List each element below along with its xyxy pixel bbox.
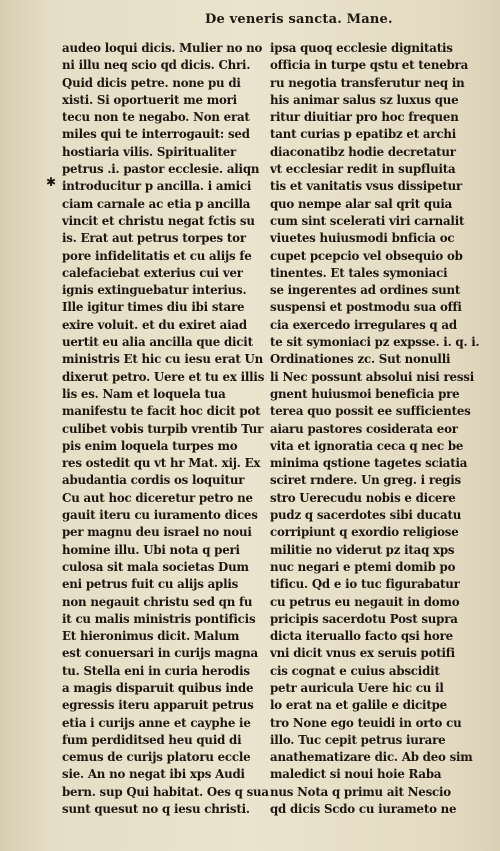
text-line: tecu non te negabo. Non erat (62, 110, 250, 125)
text-line: lis es. Nam et loquela tua (62, 386, 226, 401)
running-header (0, 6, 500, 34)
text-line: cis cognat e cuius abscidit (270, 663, 440, 678)
text-line: terea quo possit ee sufficientes (270, 404, 471, 419)
text-line: ministris Et hic cu iesu erat Un (62, 352, 264, 367)
text-line: uertit eu alia ancilla que dicit (62, 335, 253, 350)
text-line: is. Erat aut petrus torpes tor (62, 231, 246, 246)
left-text-column (62, 40, 277, 818)
text-line: his animar salus sz luxus que (270, 92, 459, 107)
text-line: cum sint scelerati viri carnalit (270, 213, 465, 228)
text-line: culibet vobis turpib vrentib Tur (62, 421, 264, 436)
text-line: diaconatibz hodie decretatur (270, 144, 456, 159)
text-line: tro None ego teuidi in orto cu (270, 715, 462, 730)
text-line: cia exercedo irregulares q ad (270, 317, 457, 332)
text-line: eni petrus fuit cu alijs aplis (62, 577, 239, 592)
text-line: corripiunt q exordio religiose (270, 525, 459, 540)
text-line: maledict si noui hoie Raba (270, 767, 442, 782)
text-line: bern. sup Qui habitat. Oes q sua (62, 784, 269, 799)
text-line: tificu. Qd e io tuc figurabatur (270, 577, 460, 592)
text-line: res ostedit qu vt hr Mat. xij. Ex (62, 456, 261, 471)
text-line: culosa sit mala societas Dum (62, 559, 249, 574)
text-line: anathematizare dic. Ab deo sim (270, 750, 473, 765)
text-line: te sit symoniaci pz expsse. i. q. i. (270, 335, 480, 350)
text-line: Ordinationes zc. Sut nonulli (270, 352, 451, 367)
text-line: suspensi et postmodu sua offi (270, 300, 462, 315)
text-line: introducitur p ancilla. i amici (62, 179, 252, 194)
text-line: audeo loqui dicis. Mulier no no (62, 41, 263, 55)
text-line: tinentes. Et tales symoniaci (270, 265, 448, 280)
text-line: cupet pcepcio vel obsequio ob (270, 248, 463, 263)
text-line: xisti. Si oportuerit me mori (62, 92, 237, 107)
text-line: tu. Stella eni in curia herodis (62, 663, 250, 678)
text-line: tis et vanitatis vsus dissipetur (270, 179, 462, 194)
text-line: Ille igitur times diu ibi stare (62, 300, 245, 315)
text-line: a magis disparuit quibus inde (62, 680, 254, 695)
text-line: militie no viderut pz itaq xps (270, 542, 455, 557)
text-line: aiaru pastores cosiderata eor (270, 421, 458, 436)
text-line: vt ecclesiar redit in supfluita (270, 162, 456, 177)
text-line: se ingerentes ad ordines sunt (270, 283, 461, 298)
running-title: De veneris sancta. Mane. (205, 12, 393, 27)
text-line: etia i curijs anne et cayphe ie (62, 715, 251, 730)
text-line: sie. An no negat ibi xps Audi (62, 767, 245, 782)
margin-mark: ✱ (46, 175, 57, 189)
text-line: it cu malis ministris pontificis (62, 611, 256, 626)
text-line: vni dicit vnus ex seruis potifi (270, 646, 455, 661)
text-line: sciret rndere. Un greg. i regis (270, 473, 461, 488)
text-line: ignis extinguebatur interius. (62, 283, 247, 298)
text-line: nuc negari e ptemi domib po (270, 559, 456, 574)
text-line: miles qui te interrogauit: sed (62, 127, 250, 142)
text-line: minima qstione tagetes sciatia (270, 456, 468, 471)
text-line: ipsa quoq ecclesie dignitatis (270, 41, 453, 55)
text-line: ni illu neq scio qd dicis. Chri. (62, 58, 251, 73)
text-line: pudz q sacerdotes sibi ducatu (270, 508, 462, 523)
text-line: dixerut petro. Uere et tu ex illis (62, 369, 265, 384)
text-line: gauit iteru cu iuramento dices (62, 508, 258, 523)
text-line: fum perdiditsed heu quid di (62, 732, 242, 747)
text-line: vincit et christu negat fctis su (62, 213, 255, 228)
text-line: officia in turpe qstu et tenebra (270, 58, 469, 73)
text-line: viuetes huiusmodi bnficia oc (270, 231, 455, 246)
text-line: illo. Tuc cepit petrus iurare (270, 732, 446, 747)
text-line: vita et ignoratia ceca q nec be (270, 438, 464, 453)
text-line: exire voluit. et du exiret aiad (62, 317, 247, 332)
text-line: cu petrus eu negauit in domo (270, 594, 460, 609)
text-line: egressis iteru apparuit petrus (62, 698, 254, 713)
text-line: manifestu te facit hoc dicit pot (62, 404, 261, 419)
text-line: petr auricula Uere hic cu il (270, 680, 444, 695)
text-line: li Nec possunt absolui nisi ressi (270, 369, 474, 384)
text-line: pis enim loquela turpes mo (62, 438, 238, 453)
text-line: ritur diuitiar pro hoc frequen (270, 110, 459, 125)
text-line: calefaciebat exterius cui ver (62, 265, 243, 280)
text-line: cemus de curijs platoru eccle (62, 750, 251, 765)
text-line: qd dicis Scdo cu iurameto ne (270, 802, 457, 817)
text-line: petrus .i. pastor ecclesie. aliqn (62, 162, 260, 177)
text-line: lo erat na et galile e dicitpe (270, 698, 447, 713)
text-line: dicta iteruallo facto qsi hore (270, 629, 453, 644)
text-line: ciam carnale ac etia p ancilla (62, 196, 251, 211)
text-line: Quid dicis petre. none pu di (62, 75, 241, 90)
text-line: gnent huiusmoi beneficia pre (270, 386, 460, 401)
text-line: tant curias p epatibz et archi (270, 127, 456, 142)
text-line: sunt quesut no q iesu christi. (62, 802, 250, 817)
text-line: ru negotia transferutur neq in (270, 75, 465, 90)
text-line: est conuersari in curijs magna (62, 646, 258, 661)
text-line: per magnu deu israel no noui (62, 525, 252, 540)
text-line: Et hieronimus dicit. Malum (62, 629, 240, 644)
text-line: abudantia cordis os loquitur (62, 473, 245, 488)
text-line: stro Uerecudu nobis e dicere (270, 490, 456, 505)
text-line: hostiaria vilis. Spiritualiter (62, 144, 237, 159)
right-text-column (270, 40, 485, 818)
text-line: nus Nota q primu ait Nescio (270, 784, 451, 799)
text-line: Cu aut hoc diceretur petro ne (62, 490, 253, 505)
text-line: pore infidelitatis et cu alijs fe (62, 248, 252, 263)
text-line: quo nempe alar sal qrit quia (270, 196, 453, 211)
text-line: pricipis sacerdotu Post supra (270, 611, 458, 626)
text-line: non negauit christu sed qn fu (62, 594, 253, 609)
text-line: homine illu. Ubi nota q peri (62, 542, 240, 557)
